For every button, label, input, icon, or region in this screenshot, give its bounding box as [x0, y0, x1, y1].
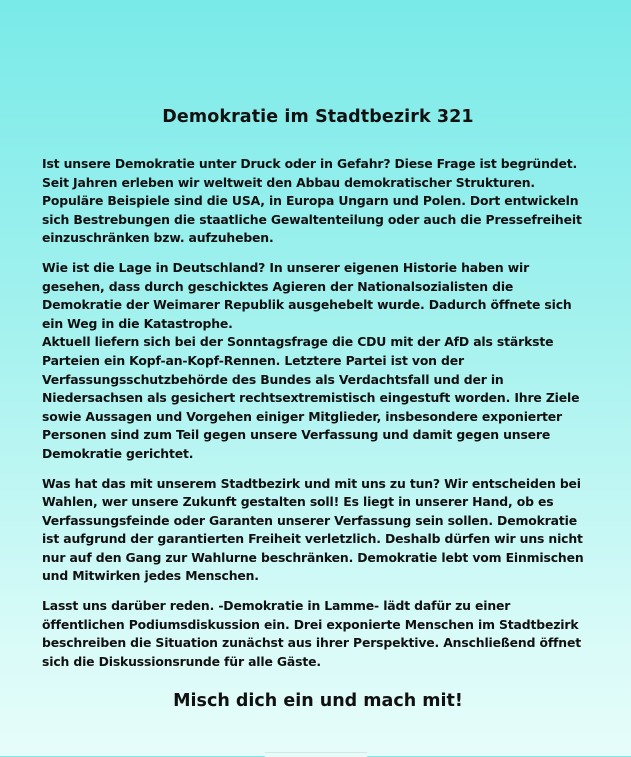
document-page — [42, 106, 594, 713]
paragraph-invitation: Lasst uns darüber reden. -Demokratie in Lamme- lädt dafür zu einer öffentlichen Podiumsdiskussion ein. Drei exponierte Menschen im Stadtbezirk beschreiben die Situation zunächst aus ihrer Perspektive. Anschließend öffnet sich die Diskussionsrunde für alle Gäste. — [42, 598, 581, 669]
closing-slogan: Misch dich ein und mach mit! — [173, 691, 463, 712]
bottom-edge-strip — [265, 752, 367, 757]
paragraph-situation-germany: Wie ist die Lage in Deutschland? In unserer eigenen Historie haben wir gesehen, dass durch geschicktes Agieren der Nationalsozialisten die Demokratie der Weimarer Republik ausgehebelt wurde. Dadurch öffnete sich ein Weg in die Katastrophe. Aktuell liefern sich bei der Sonntagsfrage die CDU mit der AfD als stärkste Parteien ein Kopf-an-Kopf-Rennen. Letztere Partei ist von der Verfassungsschutzbehörde des Bundes als Verdachtsfall und der in Niedersachsen als gesichert rechtsextremistisch eingestuft worden. Ihre Ziele sowie Aussagen und Vorgehen einiger Mitglieder, insbesondere exponierter Personen sind zum Teil gegen unsere Verfassung und damit gegen unsere Demokratie gerichtet. — [42, 259, 580, 461]
paragraph-local-district: Was hat das mit unserem Stadtbezirk und mit uns zu tun? Wir entscheiden bei Wahlen, wer unsere Zukunft gestalten soll! Es liegt in unserer Hand, ob es Verfassungsfeinde oder Garanten unserer Verfassung sein sollen. Demokratie ist aufgrund der garantierten Freiheit verletzlich. Deshalb dürfen wir uns nicht nur auf den Gang zur Wahlurne beschränken. Demokratie lebt vom Einmischen und Mitwirken jedes Menschen. — [42, 475, 584, 584]
paragraph-democracy-pressure: Ist unsere Demokratie unter Druck oder in Gefahr? Diese Frage ist begründet. Seit Jahren erleben wir weltweit den Abbau demokratischer Strukturen. Populäre Beispiele sind die USA, in Europa Ungarn und Polen. Dort entwickeln sich Bestrebungen die staatliche Gewaltenteilung oder auch die Pressefreiheit einzuschränken bzw. aufzuheben. — [42, 156, 582, 246]
document-title: Demokratie im Stadtbezirk 321 — [162, 107, 474, 127]
